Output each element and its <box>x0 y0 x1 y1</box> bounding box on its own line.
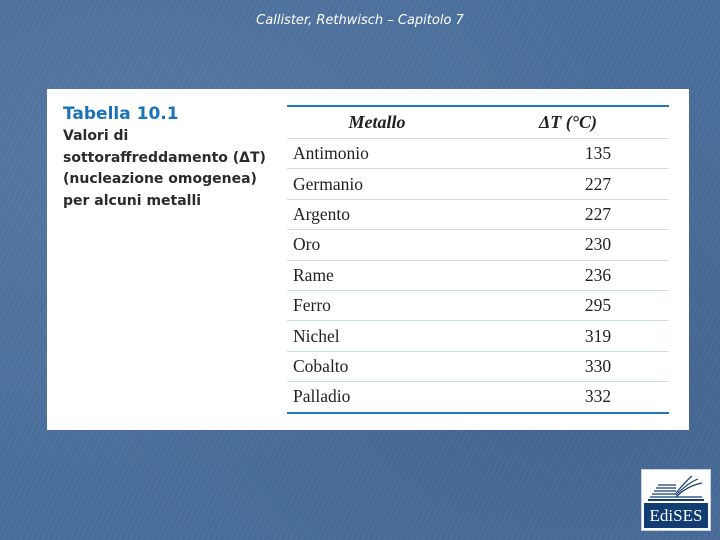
cell-delta-t: 295 <box>467 290 669 320</box>
table-row <box>287 382 669 413</box>
table-row <box>287 169 669 199</box>
table-row <box>287 199 669 229</box>
cell-metal: Rame <box>287 260 467 290</box>
cell-metal: Ferro <box>287 290 467 320</box>
undercooling-table <box>287 105 669 414</box>
table-row <box>287 351 669 381</box>
cell-metal: Oro <box>287 230 467 260</box>
caption-text: Valori di sottoraffreddamento (ΔT) (nucleazione omogenea) per alcuni metalli <box>63 128 266 209</box>
table-panel <box>47 89 689 430</box>
open-book-icon <box>646 473 706 503</box>
table-caption <box>63 103 268 212</box>
table-row <box>287 260 669 290</box>
cell-delta-t: 236 <box>467 260 669 290</box>
table-row <box>287 230 669 260</box>
cell-delta-t: 330 <box>467 351 669 381</box>
cell-metal: Germanio <box>287 169 467 199</box>
cell-metal: Nichel <box>287 321 467 351</box>
header-metal: Metallo <box>287 106 467 139</box>
edises-logo <box>641 469 711 531</box>
table-row <box>287 139 669 169</box>
logo-text: EdiSES <box>644 503 708 528</box>
cell-metal: Argento <box>287 199 467 229</box>
slide-header: Callister, Rethwisch – Capitolo 7 <box>256 13 464 28</box>
table-header-row <box>287 106 669 139</box>
header-delta-t: ΔT (°C) <box>467 106 669 139</box>
cell-metal: Cobalto <box>287 351 467 381</box>
table-row <box>287 290 669 320</box>
cell-delta-t: 135 <box>467 139 669 169</box>
cell-delta-t: 230 <box>467 230 669 260</box>
cell-delta-t: 319 <box>467 321 669 351</box>
cell-metal: Palladio <box>287 382 467 413</box>
cell-delta-t: 227 <box>467 199 669 229</box>
cell-delta-t: 227 <box>467 169 669 199</box>
cell-delta-t: 332 <box>467 382 669 413</box>
cell-metal: Antimonio <box>287 139 467 169</box>
caption-number: Tabella 10.1 <box>63 104 179 124</box>
table-row <box>287 321 669 351</box>
